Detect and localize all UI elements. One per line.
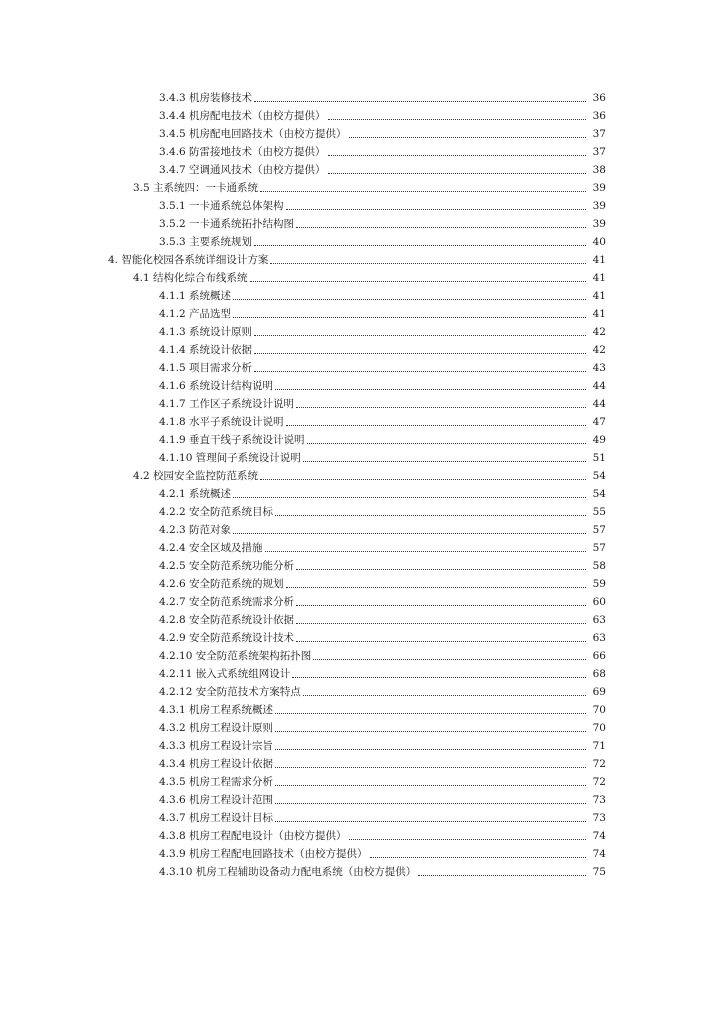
toc-entry-page-number: 57 xyxy=(592,542,606,554)
toc-entry-page-number: 54 xyxy=(592,488,606,500)
toc-entry[interactable] xyxy=(0,555,714,573)
toc-entry[interactable] xyxy=(0,771,714,789)
toc-entry-title: 4.3.2 机房工程设计原则 xyxy=(159,722,274,734)
toc-entry-title: 4.3.3 机房工程设计宗旨 xyxy=(159,740,274,752)
toc-entry-title: 4.1.6 系统设计结构说明 xyxy=(159,380,274,392)
toc-entry-page-number: 74 xyxy=(592,848,606,860)
toc-entry-title: 4.2.12 安全防范技术方案特点 xyxy=(159,686,301,698)
toc-entry[interactable] xyxy=(0,411,714,429)
toc-entry-title: 4.2.3 防范对象 xyxy=(159,524,232,536)
toc-entry-title: 4.1 结构化综合布线系统 xyxy=(133,272,248,284)
toc-dot-leader xyxy=(254,245,586,246)
toc-dot-leader xyxy=(254,371,586,372)
toc-entry[interactable] xyxy=(0,213,714,231)
toc-dot-leader xyxy=(296,407,586,408)
toc-entry[interactable] xyxy=(0,465,714,483)
toc-entry[interactable] xyxy=(0,429,714,447)
toc-dot-leader xyxy=(292,677,586,678)
toc-entry-title: 4.1.2 产品选型 xyxy=(159,308,232,320)
toc-entry[interactable] xyxy=(0,447,714,465)
toc-entry-page-number: 41 xyxy=(592,254,606,266)
toc-entry-title: 4.3.4 机房工程设计依据 xyxy=(159,758,274,770)
toc-dot-leader xyxy=(349,137,586,138)
toc-dot-leader xyxy=(296,227,586,228)
toc-dot-leader xyxy=(260,191,586,192)
toc-entry-page-number: 47 xyxy=(592,416,606,428)
toc-entry[interactable] xyxy=(0,87,714,105)
toc-dot-leader xyxy=(275,821,586,822)
toc-dot-leader xyxy=(260,479,586,480)
toc-entry-title: 4.2.8 安全防范系统设计依据 xyxy=(159,614,295,626)
toc-entry[interactable] xyxy=(0,141,714,159)
toc-entry[interactable] xyxy=(0,699,714,717)
toc-entry[interactable] xyxy=(0,591,714,609)
toc-entry-title: 4.2.5 安全防范系统功能分析 xyxy=(159,560,295,572)
toc-entry-page-number: 37 xyxy=(592,128,606,140)
toc-entry-page-number: 40 xyxy=(592,236,606,248)
toc-dot-leader xyxy=(328,155,586,156)
toc-dot-leader xyxy=(275,515,586,516)
toc-dot-leader xyxy=(254,101,586,102)
toc-entry-page-number: 42 xyxy=(592,326,606,338)
toc-entry-page-number: 70 xyxy=(592,722,606,734)
toc-entry[interactable] xyxy=(0,627,714,645)
toc-entry-page-number: 63 xyxy=(592,614,606,626)
toc-entry-page-number: 36 xyxy=(592,92,606,104)
toc-entry[interactable] xyxy=(0,519,714,537)
toc-entry[interactable] xyxy=(0,663,714,681)
toc-entry-title: 4.3.7 机房工程设计目标 xyxy=(159,812,274,824)
toc-entry[interactable] xyxy=(0,843,714,861)
toc-dot-leader xyxy=(296,641,586,642)
toc-entry-page-number: 44 xyxy=(592,398,606,410)
toc-entry-title: 4.2.1 系统概述 xyxy=(159,488,232,500)
toc-dot-leader xyxy=(296,569,586,570)
toc-entry[interactable] xyxy=(0,375,714,393)
toc-entry[interactable] xyxy=(0,159,714,177)
toc-entry[interactable] xyxy=(0,177,714,195)
toc-dot-leader xyxy=(296,623,586,624)
toc-entry-page-number: 36 xyxy=(592,110,606,122)
toc-entry-page-number: 75 xyxy=(592,866,606,878)
toc-dot-leader xyxy=(275,767,586,768)
toc-entry-title: 4.2.2 安全防范系统目标 xyxy=(159,506,274,518)
toc-dot-leader xyxy=(250,281,586,282)
toc-entry-page-number: 51 xyxy=(592,452,606,464)
toc-entry[interactable] xyxy=(0,195,714,213)
toc-entry-page-number: 69 xyxy=(592,686,606,698)
toc-dot-leader xyxy=(296,605,586,606)
toc-entry-page-number: 59 xyxy=(592,578,606,590)
toc-entry-page-number: 72 xyxy=(592,758,606,770)
toc-entry-title: 4.1.9 垂直干线子系统设计说明 xyxy=(159,434,305,446)
toc-dot-leader xyxy=(307,443,586,444)
toc-entry-page-number: 68 xyxy=(592,668,606,680)
toc-dot-leader xyxy=(286,587,586,588)
toc-entry-page-number: 74 xyxy=(592,830,606,842)
toc-entry-title: 4.1.4 系统设计依据 xyxy=(159,344,253,356)
toc-entry-title: 4.3.9 机房工程配电回路技术（由校方提供） xyxy=(159,848,368,860)
toc-entry[interactable] xyxy=(0,123,714,141)
toc-entry-title: 3.4.5 机房配电回路技术（由校方提供） xyxy=(159,128,347,140)
toc-entry-title: 4.1.5 项目需求分析 xyxy=(159,362,253,374)
toc-entry[interactable] xyxy=(0,501,714,519)
toc-dot-leader xyxy=(233,497,586,498)
toc-entry-title: 3.4.6 防雷接地技术（由校方提供） xyxy=(159,146,326,158)
toc-entry[interactable] xyxy=(0,735,714,753)
toc-entry-title: 4.1.8 水平子系统设计说明 xyxy=(159,416,284,428)
toc-dot-leader xyxy=(370,857,586,858)
toc-dot-leader xyxy=(254,335,586,336)
toc-entry-title: 3.4.3 机房装修技术 xyxy=(159,92,253,104)
toc-entry-page-number: 44 xyxy=(592,380,606,392)
toc-entry[interactable] xyxy=(0,717,714,735)
toc-entry-title: 4.1.10 管理间子系统设计说明 xyxy=(159,452,301,464)
toc-entry-page-number: 41 xyxy=(592,272,606,284)
toc-entry-page-number: 42 xyxy=(592,344,606,356)
toc-entry[interactable] xyxy=(0,789,714,807)
toc-dot-leader xyxy=(275,713,586,714)
toc-entry-title: 4. 智能化校园各系统详细设计方案 xyxy=(108,254,269,266)
toc-entry-page-number: 39 xyxy=(592,200,606,212)
toc-dot-leader xyxy=(275,803,586,804)
toc-entry-page-number: 41 xyxy=(592,290,606,302)
toc-entry-page-number: 71 xyxy=(592,740,606,752)
toc-dot-leader xyxy=(233,317,586,318)
toc-entry[interactable] xyxy=(0,393,714,411)
toc-dot-leader xyxy=(275,785,586,786)
toc-entry-page-number: 72 xyxy=(592,776,606,788)
toc-entry[interactable] xyxy=(0,303,714,321)
toc-entry-page-number: 43 xyxy=(592,362,606,374)
table-of-contents xyxy=(0,87,714,879)
toc-entry-title: 4.1.3 系统设计原则 xyxy=(159,326,253,338)
toc-entry[interactable] xyxy=(0,537,714,555)
toc-entry-title: 4.3.1 机房工程系统概述 xyxy=(159,704,274,716)
toc-entry-title: 3.5.1 一卡通系统总体架构 xyxy=(159,200,284,212)
toc-entry-page-number: 70 xyxy=(592,704,606,716)
toc-entry-title: 4.2.10 安全防范系统架构拓扑图 xyxy=(159,650,312,662)
toc-dot-leader xyxy=(275,749,586,750)
toc-dot-leader xyxy=(349,839,586,840)
toc-entry-page-number: 66 xyxy=(592,650,606,662)
toc-entry-page-number: 39 xyxy=(592,182,606,194)
toc-dot-leader xyxy=(233,533,586,534)
toc-entry[interactable] xyxy=(0,609,714,627)
toc-entry-title: 4.2.9 安全防范系统设计技术 xyxy=(159,632,295,644)
toc-entry-page-number: 49 xyxy=(592,434,606,446)
toc-dot-leader xyxy=(418,875,586,876)
toc-entry[interactable] xyxy=(0,483,714,501)
toc-entry[interactable] xyxy=(0,267,714,285)
toc-entry-title: 4.2 校园安全监控防范系统 xyxy=(133,470,259,482)
toc-entry[interactable] xyxy=(0,105,714,123)
toc-entry[interactable] xyxy=(0,249,714,267)
toc-entry-page-number: 57 xyxy=(592,524,606,536)
toc-entry[interactable] xyxy=(0,807,714,825)
toc-entry[interactable] xyxy=(0,645,714,663)
toc-dot-leader xyxy=(328,173,586,174)
toc-entry[interactable] xyxy=(0,321,714,339)
toc-entry-title: 3.4.7 空调通风技术（由校方提供） xyxy=(159,164,326,176)
toc-dot-leader xyxy=(286,425,586,426)
toc-entry-page-number: 73 xyxy=(592,794,606,806)
toc-entry-title: 4.3.5 机房工程需求分析 xyxy=(159,776,274,788)
toc-entry-title: 4.2.6 安全防范系统的规划 xyxy=(159,578,284,590)
toc-entry[interactable] xyxy=(0,573,714,591)
toc-entry-page-number: 41 xyxy=(592,308,606,320)
toc-entry-page-number: 60 xyxy=(592,596,606,608)
toc-entry[interactable] xyxy=(0,357,714,375)
toc-dot-leader xyxy=(275,389,586,390)
toc-entry-page-number: 39 xyxy=(592,218,606,230)
toc-dot-leader xyxy=(233,299,586,300)
toc-entry-title: 4.2.4 安全区域及措施 xyxy=(159,542,263,554)
toc-entry-title: 4.1.1 系统概述 xyxy=(159,290,232,302)
toc-entry-title: 4.3.8 机房工程配电设计（由校方提供） xyxy=(159,830,347,842)
toc-entry-title: 4.1.7 工作区子系统设计说明 xyxy=(159,398,295,410)
toc-dot-leader xyxy=(254,353,586,354)
toc-entry[interactable] xyxy=(0,285,714,303)
toc-dot-leader xyxy=(265,551,586,552)
toc-entry[interactable] xyxy=(0,753,714,771)
toc-entry-title: 3.4.4 机房配电技术（由校方提供） xyxy=(159,110,326,122)
toc-entry-title: 4.2.11 嵌入式系统组网设计 xyxy=(159,668,291,680)
toc-entry[interactable] xyxy=(0,681,714,699)
toc-entry[interactable] xyxy=(0,861,714,879)
toc-entry-page-number: 38 xyxy=(592,164,606,176)
toc-dot-leader xyxy=(303,461,586,462)
toc-dot-leader xyxy=(313,659,586,660)
toc-entry-page-number: 58 xyxy=(592,560,606,572)
toc-entry-page-number: 63 xyxy=(592,632,606,644)
toc-entry-title: 4.2.7 安全防范系统需求分析 xyxy=(159,596,295,608)
toc-entry-page-number: 54 xyxy=(592,470,606,482)
toc-entry-page-number: 37 xyxy=(592,146,606,158)
toc-dot-leader xyxy=(328,119,586,120)
toc-entry-title: 4.3.6 机房工程设计范围 xyxy=(159,794,274,806)
toc-entry-title: 3.5 主系统四：一卡通系统 xyxy=(133,182,259,194)
toc-dot-leader xyxy=(286,209,586,210)
toc-entry[interactable] xyxy=(0,825,714,843)
toc-entry-title: 3.5.2 一卡通系统拓扑结构图 xyxy=(159,218,295,230)
toc-entry-page-number: 73 xyxy=(592,812,606,824)
toc-dot-leader xyxy=(303,695,586,696)
toc-dot-leader xyxy=(270,263,586,264)
toc-entry-title: 4.3.10 机房工程辅助设备动力配电系统（由校方提供） xyxy=(159,866,417,878)
toc-entry[interactable] xyxy=(0,231,714,249)
toc-dot-leader xyxy=(275,731,586,732)
toc-entry[interactable] xyxy=(0,339,714,357)
toc-entry-title: 3.5.3 主要系统规划 xyxy=(159,236,253,248)
toc-entry-page-number: 55 xyxy=(592,506,606,518)
